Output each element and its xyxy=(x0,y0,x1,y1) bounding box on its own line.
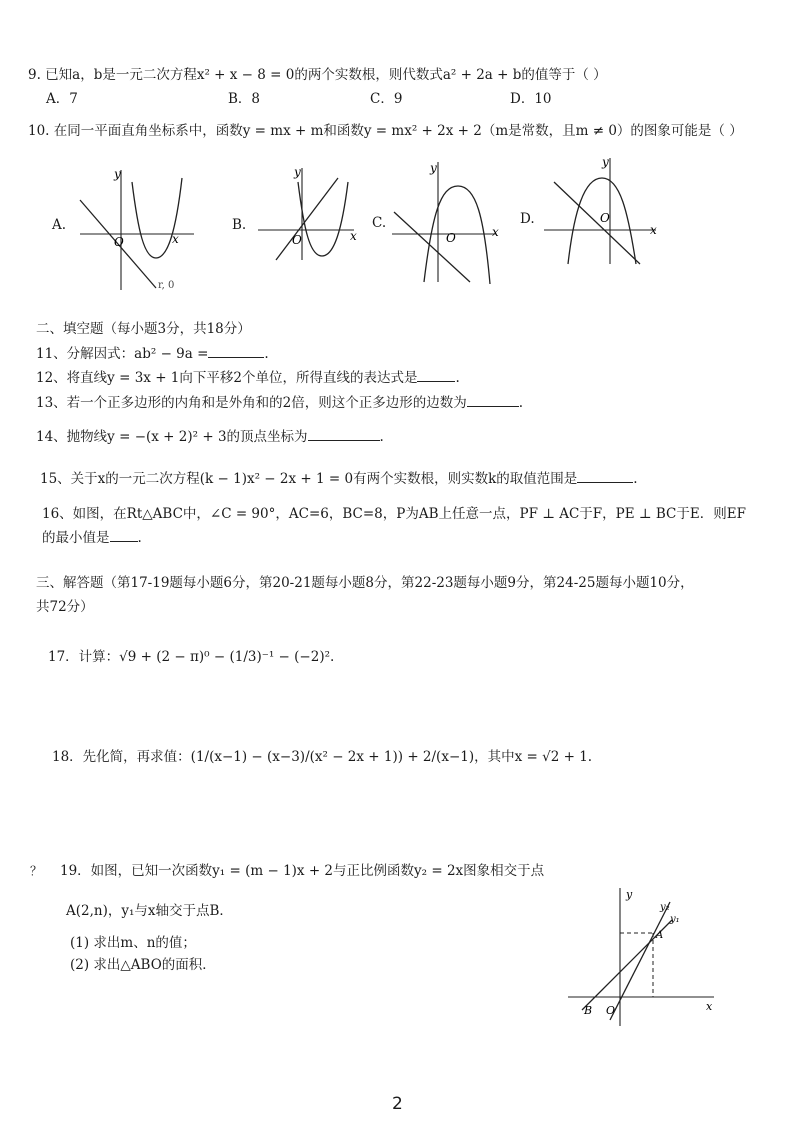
q16-line1: 16、如图，在Rt△ABC中，∠C = 90°，AC=6，BC=8，P为AB上任意一点，PF ⊥ AC于F，PE ⊥ BC于E．则EF xyxy=(42,506,746,522)
section2-title: 二、填空题（每小题3分，共18分） xyxy=(36,321,251,337)
q10-option-b-label: B. xyxy=(232,217,247,233)
section3-title-line1: 三、解答题（第17-19题每小题6分，第20-21题每小题8分，第22-23题每小题9分，第24-25题每小题10分， xyxy=(36,575,694,591)
handwriting: r, 0 xyxy=(158,280,175,291)
x-label: x xyxy=(350,229,357,243)
q16-blank xyxy=(110,529,138,542)
y2-label: y₂ xyxy=(660,902,670,913)
origin-label: O xyxy=(606,1004,616,1017)
q9-option-b: B．8 xyxy=(228,91,261,107)
origin-label: O xyxy=(292,233,302,247)
q11-blank xyxy=(208,345,264,358)
q10-graph-d xyxy=(540,152,664,272)
q19-part1: (1) 求出m、n的值； xyxy=(70,935,196,951)
q19-line1: 19．如图，已知一次函数y₁ = (m − 1)x + 2与正比例函数y₂ = 2x图象相交于点 xyxy=(60,863,545,879)
y-label: y xyxy=(602,155,609,169)
q15-blank xyxy=(577,470,633,483)
q10-graph-c xyxy=(388,156,506,290)
y-label: y xyxy=(114,167,121,181)
q10-option-c-label: C. xyxy=(372,215,387,231)
y-label: y xyxy=(430,161,437,175)
x-label: x xyxy=(492,225,499,239)
q15: 15、关于x的一元二次方程(k − 1)x² − 2x + 1 = 0有两个实数根，则实数k的取值范围是 . xyxy=(40,471,638,487)
q10-stem: 10. 在同一平面直角坐标系中，函数y = mx + m和函数y = mx² + 2x + 2（m是常数，且m ≠ 0）的图象可能是（ ） xyxy=(28,123,743,139)
point-a-label: A xyxy=(656,930,664,941)
q19-line2: A(2,n)，y₁与x轴交于点B． xyxy=(66,903,233,919)
q10-graph-a xyxy=(76,160,206,300)
y-label: y xyxy=(294,165,301,179)
q10-option-d-label: D. xyxy=(520,211,535,227)
x-label: x xyxy=(172,232,179,246)
point-b-label: B xyxy=(584,1004,593,1017)
q18: 18．先化简，再求值：(1/(x−1) − (x−3)/(x² − 2x + 1)) + 2/(x−1)，其中x = √2 + 1. xyxy=(52,749,593,765)
origin-label: O xyxy=(446,231,456,245)
q19-part2: (2) 求出△ABO的面积． xyxy=(70,957,216,973)
q13: 13、若一个正多边形的内角和是外角和的2倍，则这个正多边形的边数为 . xyxy=(36,395,524,411)
margin-mark: ？ xyxy=(30,864,43,878)
q9-option-a: A．7 xyxy=(46,91,78,107)
q13-blank xyxy=(467,394,519,407)
q9-option-d: D．10 xyxy=(510,91,552,107)
q9-stem: 9. 已知a，b是一元二次方程x² + x − 8 = 0的两个实数根，则代数式a² + 2a + b的值等于（ ） xyxy=(28,67,607,83)
y2-line xyxy=(610,902,670,1020)
page-number: 2 xyxy=(392,1094,403,1114)
q12-blank xyxy=(417,369,455,382)
section3-title-line2: 共72分） xyxy=(36,599,94,615)
line xyxy=(394,212,470,282)
q9-option-c: C．9 xyxy=(370,91,403,107)
y1-label: y₁ xyxy=(670,914,680,925)
q16-line2: 的最小值是 . xyxy=(42,530,142,546)
q19-figure xyxy=(560,880,720,1030)
q10-option-a-label: A. xyxy=(52,217,67,233)
q11: 11、分解因式：ab² − 9a = . xyxy=(36,346,269,362)
line xyxy=(554,182,640,264)
q14: 14、抛物线y = −(x + 2)² + 3的顶点坐标为 . xyxy=(36,429,384,445)
q12: 12、将直线y = 3x + 1向下平移2个单位，所得直线的表达式是 . xyxy=(36,370,460,386)
y-label: y xyxy=(626,888,633,901)
q14-blank xyxy=(308,428,380,441)
parabola xyxy=(298,182,348,256)
parabola xyxy=(132,178,182,258)
line xyxy=(276,178,338,260)
origin-label: O xyxy=(114,235,124,249)
q10-graph-b xyxy=(254,160,364,270)
x-label: x xyxy=(650,223,657,237)
origin-label: O xyxy=(600,211,610,225)
x-label: x xyxy=(706,1000,713,1013)
q17: 17．计算：√9 + (2 − π)⁰ − (1/3)⁻¹ − (−2)². xyxy=(48,649,335,665)
